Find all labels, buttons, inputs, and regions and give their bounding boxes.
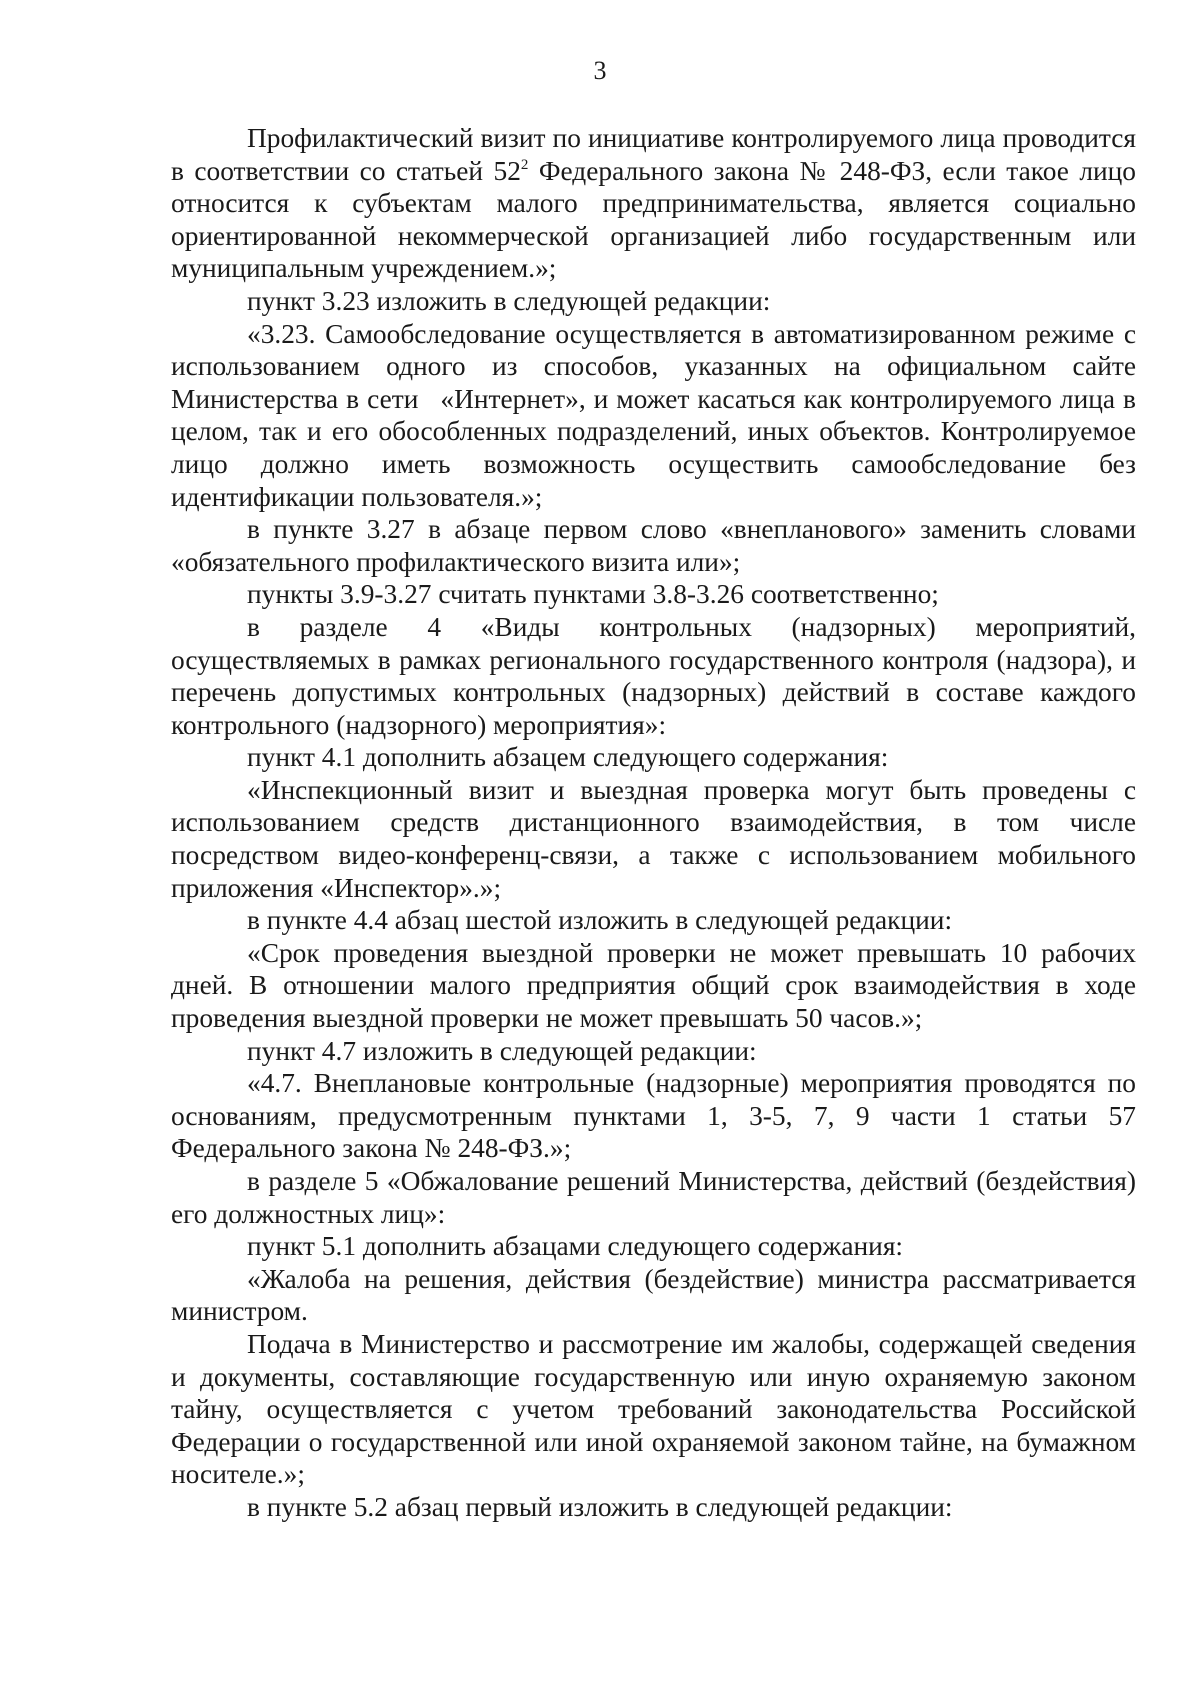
paragraph-text: «3.23. Самообследование осуществляется в автоматизированном режиме с использованием одного из способов, указанных на официальном сайте Министерства в сети [171,318,1136,414]
paragraph-text: Профилактический визит по инициативе контролируемого лица проводится в соответствии со статьей 52 [171,123,1136,186]
paragraph-self-inspection [171,318,1136,514]
paragraph-clause-3-27: в пункте 3.27 в абзаце первом слово «внепланового» заменить словами «обязательного профилактического визита или»; [171,514,1136,577]
paragraph-clause-4-7-intro: пункт 4.7 изложить в следующей редакции: [247,1035,757,1066]
paragraph-clause-4-1-intro: пункт 4.1 дополнить абзацем следующего содержания: [247,742,889,773]
paragraph-minister-complaint: «Жалоба на решения, действия (бездействие) министра рассматривается министром. [171,1263,1136,1327]
document-body [171,122,1136,1524]
paragraph-section-4: в разделе 4 «Виды контрольных (надзорных) мероприятий, осуществляемых в рамках регионального государственного контроля (надзора), и перечень допустимых контрольных (надзорных) действий в составе каждого контрольного (надзорного) мероприятия»: [171,611,1136,740]
paragraph-text: Федерального закона № 248-ФЗ, если такое лицо относится к субъектам малого предпринимательства, является социально ориентированной некоммерческой организацией либо государственным или муниципальным учреждением.»; [171,155,1136,284]
paragraph-clause-5-1-intro: пункт 5.1 дополнить абзацами следующего содержания: [247,1231,904,1262]
paragraph-section-5: в разделе 5 «Обжалование решений Министерства, действий (бездействия) его должностных лиц»: [171,1166,1136,1229]
paragraph-inspection-term: «Срок проведения выездной проверки не может превышать 10 рабочих дней. В отношении малого предприятия общий срок взаимодействия в ходе проведения выездной проверки не может превышать 50 часов.»; [171,937,1136,1034]
superscript: 2 [520,156,529,173]
paragraph-clause-3-23-intro: пункт 3.23 изложить в следующей редакции: [247,285,771,316]
paragraph-clause-5-2-intro: в пункте 5.2 абзац первый изложить в следующей редакции: [247,1491,953,1522]
paragraph-text: «Интернет», и может касаться как контролируемого лица в целом, так и его обособленных подразделений, иных объектов. Контролируемое лицо должно иметь возможность осуществить самообследование без идентификации пользователя.»; [171,383,1136,512]
paragraph-unscheduled-events: «4.7. Внеплановые контрольные (надзорные) мероприятия проводятся по основаниям, предусмотренным пунктами 1, 3-5, 7, 9 части 1 статьи 57 Федерального закона № 248-ФЗ.»; [171,1068,1136,1164]
page-number: 3 [593,56,607,85]
paragraph-preventive-visit [171,122,1136,285]
paragraph-inspection-visit: «Инспекционный визит и выездная проверка могут быть проведены с использованием средств дистанционного взаимодействия, в том числе посредством видео-конференц-связи, а также с использованием мобильного приложения «Инспектор».»; [171,774,1136,903]
paragraph-renumbering: пункты 3.9-3.27 считать пунктами 3.8-3.26 соответственно; [247,579,939,610]
paragraph-secret-complaint: Подача в Министерство и рассмотрение им жалобы, содержащей сведения и документы, составляющие государственную или иную охраняемую законом тайну, осуществляется с учетом требований законодательства Российской Федерации о государственной или иной охраняемой законом тайне, на бумажном носителе.»; [171,1328,1136,1490]
paragraph-clause-4-4-intro: в пункте 4.4 абзац шестой изложить в следующей редакции: [247,905,953,936]
